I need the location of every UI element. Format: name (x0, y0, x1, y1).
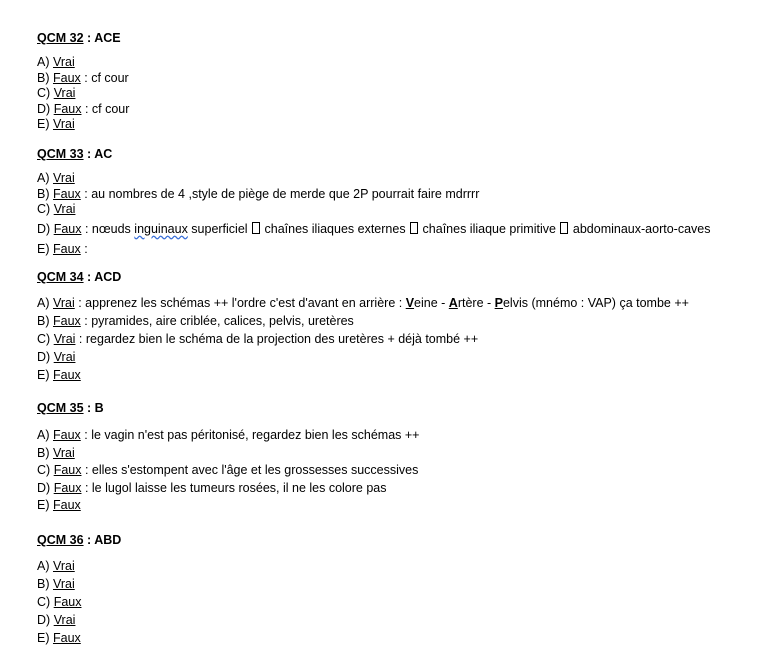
missing-glyph-icon (410, 222, 418, 234)
answer-line: C) Vrai (37, 86, 76, 100)
answer-line: B) Faux : au nombres de 4 ,style de piège de merde que 2P pourrait faire mdrrrr (37, 186, 480, 201)
answer-line: B) Vrai (37, 577, 75, 591)
qcm-36 (37, 533, 121, 647)
answer-line: A) Vrai (37, 559, 75, 573)
answer-line: B) Faux : cf cour (37, 70, 129, 85)
answer-line: C) Faux (37, 595, 82, 609)
qcm-32 (37, 31, 129, 133)
missing-glyph-icon (252, 222, 260, 234)
answer-line: D) Faux : cf cour (37, 101, 130, 116)
answer-line: D) Faux : le lugol laisse les tumeurs rosées, il ne les colore pas (37, 480, 387, 495)
answer-line: A) Vrai (37, 171, 75, 185)
qcm-title: QCM 33 : AC (37, 147, 113, 161)
qcm-33 (37, 147, 710, 257)
qcm-title: QCM 35 : B (37, 401, 104, 415)
qcm-title: QCM 32 : ACE (37, 31, 121, 45)
answer-line: D) Faux : nœuds inguinaux superficiel chaînes iliaques externes chaînes iliaque primitive abdominaux-aorto-caves (37, 221, 711, 236)
qcm-title: QCM 34 : ACD (37, 270, 122, 284)
answer-line: D) Vrai (37, 350, 76, 364)
answer-line: C) Vrai (37, 202, 76, 216)
answer-line: C) Faux : elles s'estompent avec l'âge et les grossesses successives (37, 463, 419, 477)
answer-line: E) Faux : (37, 241, 88, 256)
answer-line: E) Faux (37, 368, 81, 382)
qcm-35 (37, 401, 419, 515)
answer-line: A) Vrai : apprenez les schémas ++ l'ordre c'est d'avant en arrière : Veine - Artère - Pelvis (mnémo : VAP) ça tombe ++ (37, 296, 689, 310)
answer-line: E) Faux (37, 498, 81, 512)
answer-line: E) Faux (37, 631, 81, 645)
missing-glyph-icon (560, 222, 568, 234)
answer-line: A) Faux : le vagin n'est pas péritonisé, regardez bien les schémas ++ (37, 428, 420, 442)
answer-line: B) Vrai (37, 445, 75, 460)
answer-line: B) Faux : pyramides, aire criblée, calices, pelvis, uretères (37, 314, 354, 328)
qcm-34 (37, 270, 689, 384)
answer-line: D) Vrai (37, 613, 76, 627)
answer-line: C) Vrai : regardez bien le schéma de la projection des uretères + déjà tombé ++ (37, 332, 479, 346)
answer-line: E) Vrai (37, 117, 75, 131)
qcm-title: QCM 36 : ABD (37, 533, 122, 547)
answer-line: A) Vrai (37, 55, 75, 69)
